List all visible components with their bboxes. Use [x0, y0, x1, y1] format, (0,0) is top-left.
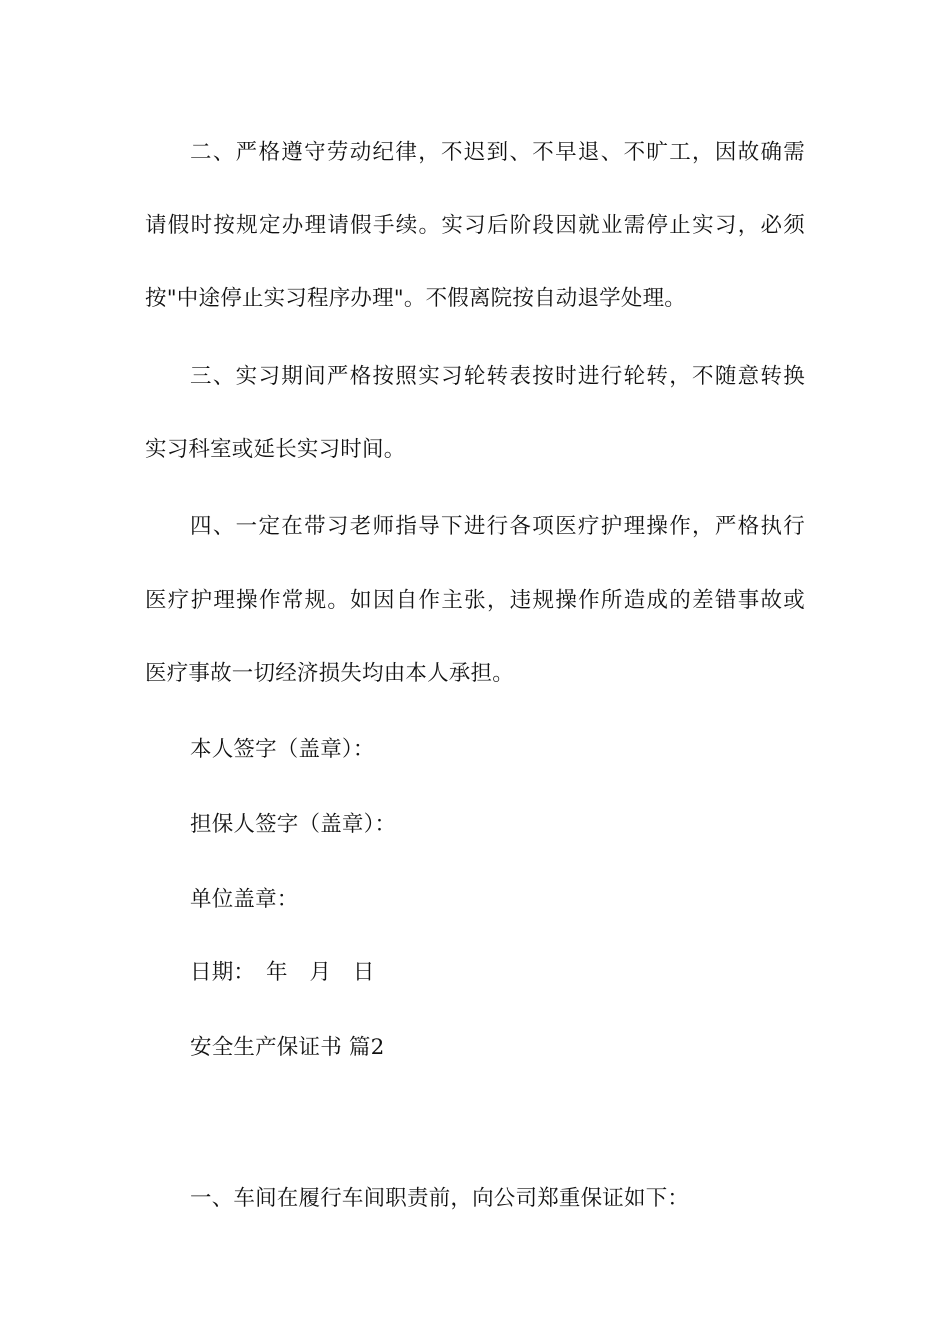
self-signature-label: 本人签字（盖章）： — [190, 737, 375, 762]
paragraph-3-line-2: 实习科室或延长实习时间。 — [145, 437, 406, 462]
section-title: 安全生产保证书 篇2 — [190, 1035, 385, 1060]
date-label: 日期： 年 月 日 — [190, 960, 375, 985]
section-2-paragraph-1-line-1: 一、车间在履行车间职责前，向公司郑重保证如下： — [190, 1186, 690, 1211]
paragraph-2-line-1: 二、严格遵守劳动纪律，不迟到、不早退、不旷工，因故确需 — [190, 140, 805, 165]
paragraph-3-line-1: 三、实习期间严格按照实习轮转表按时进行轮转，不随意转换 — [190, 364, 805, 389]
unit-seal-label: 单位盖章： — [190, 887, 299, 912]
paragraph-4-line-2: 医疗护理操作常规。如因自作主张，违规操作所造成的差错事故或 — [145, 588, 805, 613]
guarantor-signature-label: 担保人签字（盖章）： — [190, 812, 397, 837]
paragraph-2-line-2: 请假时按规定办理请假手续。实习后阶段因就业需停止实习，必须 — [145, 213, 805, 238]
paragraph-4-line-1: 四、一定在带习老师指导下进行各项医疗护理操作，严格执行 — [190, 514, 805, 539]
paragraph-4-line-3: 医疗事故一切经济损失均由本人承担。 — [145, 661, 514, 686]
paragraph-2-line-3: 按"中途停止实习程序办理"。不假离院按自动退学处理。 — [145, 286, 686, 311]
